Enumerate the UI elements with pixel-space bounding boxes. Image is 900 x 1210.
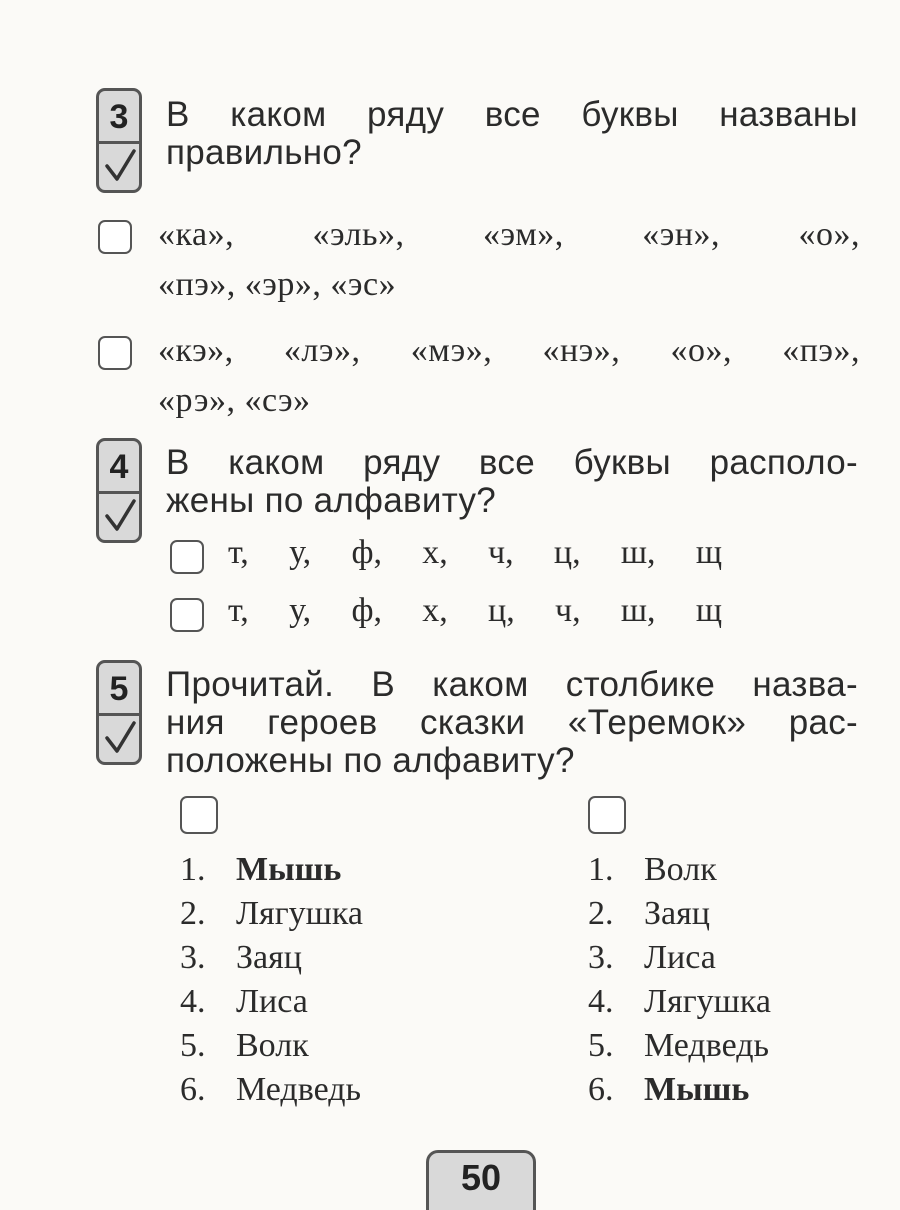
- list-item: 5. Волк: [180, 1027, 309, 1064]
- question-3-badge: [96, 88, 142, 193]
- answer-checkbox[interactable]: [170, 598, 204, 632]
- question-3-text: [166, 96, 858, 172]
- question-number: 3: [99, 91, 139, 144]
- letter: ц,: [488, 592, 515, 629]
- option-line: «кэ», «лэ», «мэ», «нэ», «о», «пэ»,: [158, 332, 860, 369]
- question-line: правильно?: [166, 133, 362, 172]
- answer-checkbox[interactable]: [588, 796, 626, 834]
- list-item: 2. Лягушка: [180, 895, 363, 932]
- q4-option-1: [228, 534, 722, 572]
- letter: ф,: [351, 534, 382, 571]
- option-line: «пэ», «эр», «эс»: [158, 266, 397, 303]
- list-item: 2. Заяц: [588, 895, 710, 932]
- letter: ш,: [620, 534, 656, 571]
- answer-checkbox[interactable]: [180, 796, 218, 834]
- answer-checkbox[interactable]: [98, 220, 132, 254]
- page-number: 50: [426, 1150, 536, 1210]
- letter: т,: [228, 592, 249, 629]
- letter: ч,: [554, 592, 581, 629]
- question-4-text: [166, 444, 858, 520]
- question-line: положены по алфавиту?: [166, 741, 575, 780]
- question-5-text: [166, 666, 858, 780]
- q5-column-2: [588, 848, 771, 1112]
- q3-option-1: [158, 210, 860, 310]
- letter: ф,: [351, 592, 382, 629]
- list-item: 1. Мышь: [180, 851, 342, 888]
- checkmark-icon: [99, 144, 139, 190]
- letter: ш,: [620, 592, 656, 629]
- list-item: 3. Заяц: [180, 939, 302, 976]
- letter: щ: [695, 534, 722, 571]
- letter: у,: [289, 534, 312, 571]
- list-item: 4. Лягушка: [588, 983, 771, 1020]
- question-line: Прочитай. В каком столбике назва-: [166, 665, 858, 704]
- q3-option-2: [158, 326, 860, 426]
- list-item: 5. Медведь: [588, 1027, 770, 1064]
- question-line: В каком ряду все буквы названы: [166, 95, 858, 134]
- question-line: В каком ряду все буквы располо-: [166, 443, 858, 482]
- question-line: жены по алфавиту?: [166, 481, 497, 520]
- list-item: 1. Волк: [588, 851, 717, 888]
- answer-checkbox[interactable]: [170, 540, 204, 574]
- list-item: 4. Лиса: [180, 983, 308, 1020]
- q4-option-2: [228, 592, 722, 630]
- option-line: «рэ», «сэ»: [158, 382, 311, 419]
- q5-column-1: [180, 848, 363, 1112]
- list-item: 6. Мышь: [588, 1071, 750, 1108]
- checkmark-icon: [99, 716, 139, 762]
- letter: х,: [422, 592, 448, 629]
- list-item: 3. Лиса: [588, 939, 716, 976]
- letter: ц,: [553, 534, 581, 571]
- question-number: 4: [99, 441, 139, 494]
- letter: щ: [695, 592, 722, 629]
- letter: т,: [228, 534, 249, 571]
- question-5-badge: [96, 660, 142, 765]
- question-line: ния героев сказки «Теремок» рас-: [166, 703, 858, 742]
- letter: х,: [422, 534, 448, 571]
- option-line: «ка», «эль», «эм», «эн», «о»,: [158, 216, 860, 253]
- checkmark-icon: [99, 494, 139, 540]
- letter: у,: [289, 592, 312, 629]
- question-4-badge: [96, 438, 142, 543]
- question-number: 5: [99, 663, 139, 716]
- list-item: 6. Медведь: [180, 1071, 362, 1108]
- letter: ч,: [488, 534, 514, 571]
- answer-checkbox[interactable]: [98, 336, 132, 370]
